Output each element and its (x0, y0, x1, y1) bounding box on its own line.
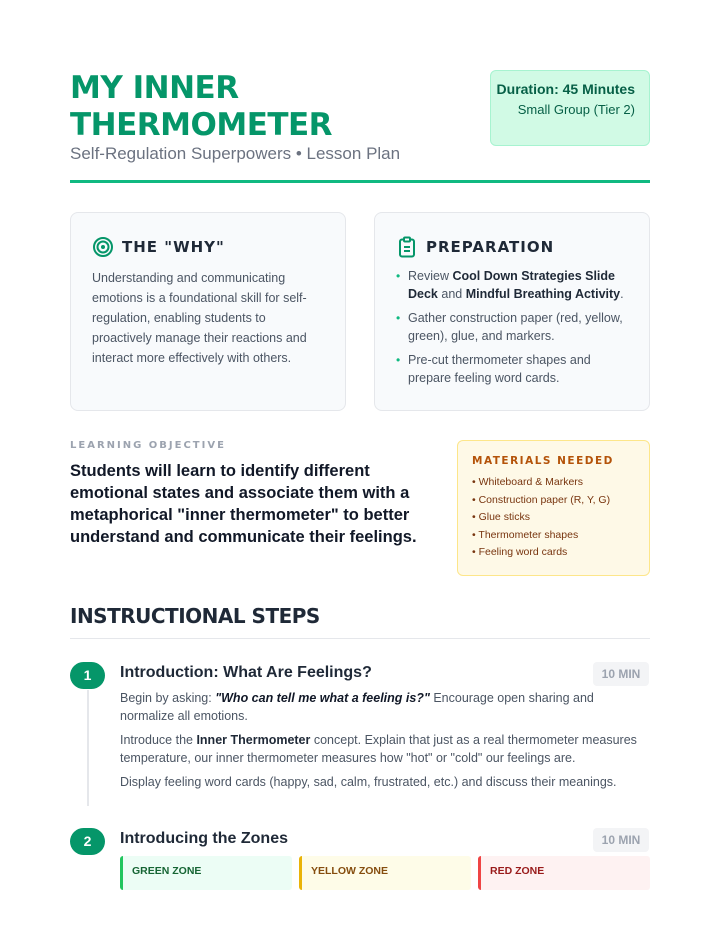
step-paragraph: Display feeling word cards (happy, sad, calm, frustrated, etc.) and discuss their meanings. (120, 775, 617, 789)
lesson-header (70, 70, 650, 182)
concept-emphasis: Inner Thermometer (196, 733, 311, 747)
preparation-heading: PREPARATION (426, 238, 555, 256)
item-emphasis: Mindful Breathing Activity (465, 287, 621, 301)
step-number-badge: 1 (70, 662, 105, 689)
list-item: • Pre-cut thermometer shapes and prepare feeling word cards. (396, 351, 628, 387)
list-item (396, 267, 628, 303)
target-icon (92, 236, 114, 258)
preparation-list (396, 267, 628, 387)
page-subtitle: Self-Regulation Superpowers • Lesson Plan (70, 144, 401, 163)
list-item: • Construction paper (R, Y, G) (472, 493, 611, 506)
why-body: Understanding and communicating emotions is a foundational skill for self-regulation, enabling students to proactively manage their reactions and interact more effectively with others. (92, 271, 307, 365)
materials-box (457, 440, 650, 576)
why-card (70, 212, 346, 411)
clipboard-icon (396, 236, 418, 258)
materials-list (472, 474, 635, 562)
list-item: • Glue sticks (472, 511, 530, 523)
objective-label: LEARNING OBJECTIVE (70, 440, 226, 451)
item-text: Review (408, 269, 453, 283)
step-number-badge: 2 (70, 828, 105, 855)
item-text: and (437, 287, 466, 301)
green-zone-card: GREEN ZONE (120, 856, 292, 890)
step-paragraph (120, 690, 650, 725)
item-emphasis: Cool Down Strategies Slide Deck (408, 269, 615, 301)
list-item: • Feeling word cards (472, 546, 568, 558)
objective-text: Students will learn to identify different emotional states and associate them with a metaphorical "inner thermometer" to better understand and communicate their feelings. (70, 462, 417, 546)
step-body (120, 690, 650, 799)
list-item: • Thermometer shapes (472, 528, 579, 541)
preparation-card (374, 212, 650, 411)
why-heading: THE "WHY" (122, 238, 225, 256)
duration-text: Duration: 45 Minutes (496, 81, 635, 97)
yellow-zone-card: YELLOW ZONE (299, 856, 471, 890)
step-title: Introducing the Zones (120, 830, 288, 847)
question-quote: "Who can tell me what a feeling is?" (215, 691, 430, 705)
red-zone-card: RED ZONE (478, 856, 650, 890)
steps-heading: INSTRUCTIONAL STEPS (70, 604, 320, 628)
steps-divider (70, 638, 650, 639)
list-item: • Gather construction paper (red, yellow, green), glue, and markers. (396, 309, 628, 345)
paragraph-text: Begin by asking: (120, 691, 216, 705)
item-text: . (620, 287, 624, 301)
page-title: MY INNER THERMOMETER (70, 70, 333, 143)
list-item: • Whiteboard & Markers (472, 476, 584, 488)
step-title: Introduction: What Are Feelings? (120, 664, 372, 681)
time-badge: 10 MIN (593, 662, 649, 686)
time-badge: 10 MIN (593, 828, 649, 852)
timeline-line (87, 690, 89, 806)
paragraph-text: concept. Explain that just as a real thermometer measures temperature, our inner thermometer measures how "hot" or "cold" our feelings are. (120, 733, 637, 765)
duration-badge (490, 70, 650, 146)
materials-title: MATERIALS NEEDED (472, 455, 614, 467)
paragraph-text: Introduce the (120, 733, 197, 747)
group-text: Small Group (Tier 2) (517, 102, 635, 117)
paragraph-text: Encourage open sharing and normalize all emotions. (120, 691, 594, 723)
step-paragraph (120, 732, 650, 767)
header-divider (70, 180, 650, 183)
